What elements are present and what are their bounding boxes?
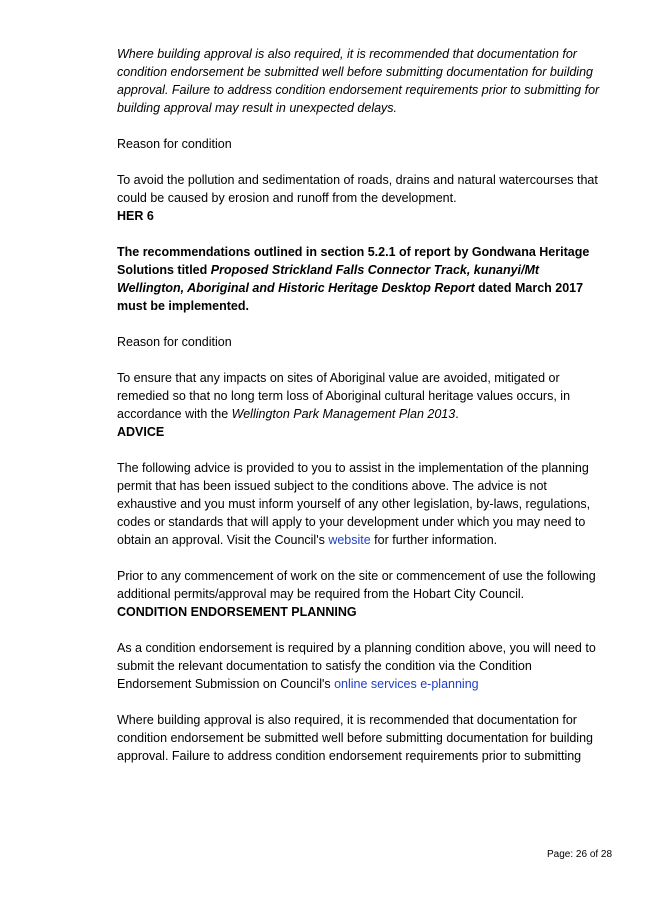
building-approval-paragraph: Where building approval is also required, it is recommended that documentation for condition endorsement be submitted well before submitting documentation for building approval. Failure to address condition endorsement requirements prior to submitting for building approval may result in unexpected delays. bbox=[117, 47, 600, 115]
online-services-link[interactable]: online services e-planning bbox=[334, 677, 479, 691]
aboriginal-reason-text: To ensure that any impacts on sites of Aboriginal value are avoided, mitigated or remedied so that no long term loss of Aboriginal cultural heritage values occurs, in accordance with the bbox=[117, 371, 571, 421]
advice-heading: ADVICE bbox=[117, 425, 165, 439]
condition-endorsement-paragraph bbox=[117, 639, 607, 693]
condition-endorsement-text: As a condition endorsement is required by a planning condition above, you will need to submit the relevant documentation to satisfy the condition via the Condition Endorsement Submission on Council's bbox=[117, 641, 596, 691]
her6-text-end: dated March 2017 must be implemented. bbox=[117, 281, 584, 313]
advice-paragraph bbox=[117, 459, 607, 549]
erosion-reason-paragraph: To avoid the pollution and sedimentation of roads, drains and natural watercourses that could be caused by erosion and runoff from the development. bbox=[117, 173, 598, 205]
advice-text-end: for further information. bbox=[370, 533, 498, 547]
management-plan-title: Wellington Park Management Plan 2013 bbox=[231, 407, 456, 421]
her6-report-title: Proposed Strickland Falls Connector Track, kunanyi/Mt Wellington, Aboriginal and Historic Heritage Desktop Report bbox=[117, 263, 540, 295]
reason-for-condition-label: Reason for condition bbox=[117, 137, 232, 151]
her6-text-start: The recommendations outlined in section 5.2.1 of report by Gondwana Heritage Solutions titled bbox=[117, 245, 590, 277]
page-number: Page: 26 of 28 bbox=[547, 849, 613, 860]
advice-text: The following advice is provided to you to assist in the implementation of the planning permit that has been issued subject to the conditions above. The advice is not exhaustive and you must inform yourself of any other legislation, by-laws, regulations, codes or standards that will apply to your development under which you may need to obtain an approval. Visit the Council's bbox=[117, 461, 591, 547]
her6-condition-paragraph bbox=[117, 243, 607, 315]
aboriginal-reason-paragraph bbox=[117, 369, 607, 423]
website-link[interactable]: website bbox=[328, 533, 371, 547]
document-body bbox=[117, 45, 607, 765]
reason-for-condition-label-2: Reason for condition bbox=[117, 335, 232, 349]
building-approval-paragraph-2: Where building approval is also required, it is recommended that documentation for condition endorsement be submitted well before submitting documentation for building approval. Failure to address condition endorsement requirements prior to submitting bbox=[117, 713, 593, 763]
aboriginal-reason-end: . bbox=[455, 407, 459, 421]
permits-paragraph: Prior to any commencement of work on the site or commencement of use the following additional permits/approval may be required from the Hobart City Council. bbox=[117, 569, 596, 601]
her6-heading: HER 6 bbox=[117, 209, 154, 223]
condition-endorsement-heading: CONDITION ENDORSEMENT PLANNING bbox=[117, 605, 357, 619]
